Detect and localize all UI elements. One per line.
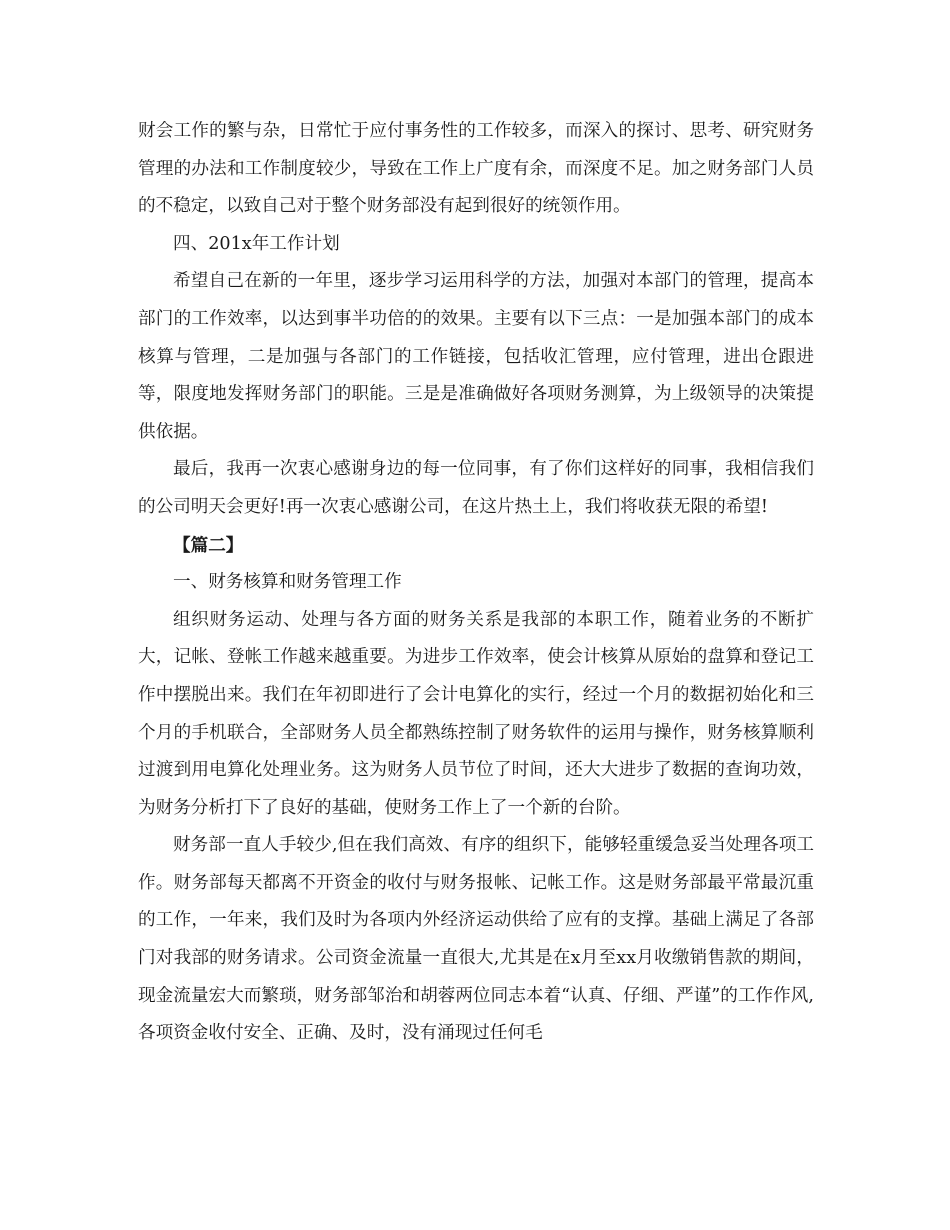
- paragraph-work-plan: 希望自己在新的一年里，逐步学习运用科学的方法，加强对本部门的管理，提高本部门的工作效率，以达到事半功倍的的效果。主要有以下三点：一是加强本部门的成本核算与管理，二是加强与各部门的工作链接，包括收汇管理，应付管理，进出仓跟进等，限度地发挥财务部门的职能。三是是准确做好各项财务测算，为上级领导的决策提供依据。: [138, 271, 814, 442]
- section-marker-part-two: 【篇二】: [173, 534, 244, 556]
- paragraph-closing-thanks: 最后，我再一次衷心感谢身边的每一位同事，有了你们这样好的同事，我相信我们的公司明天会更好!再一次衷心感谢公司，在这片热土上，我们将收获无限的希望!: [138, 459, 814, 517]
- paragraph-fund-management: 财务部一直人手较少,但在我们高效、有序的组织下，能够轻重缓急妥当处理各项工作。财务部每天都离不开资金的收付与财务报帐、记帐工作。这是财务部最平常最沉重的工作，一年来，我们及时为各项内外经济运动供给了应有的支撑。基础上满足了各部门对我部的财务请求。公司资金流量一直很大,尤其是在x月至xx月收缴销售款的期间，现金流量宏大而繁琐，财务部邹治和胡蓉两位同志本着“认真、仔细、严谨”的工作作风,各项资金收付安全、正确、及时，没有涌现过任何毛: [138, 835, 814, 1044]
- document-body: [138, 113, 814, 1053]
- paragraph-accounting-computerization: 组织财务运动、处理与各方面的财务关系是我部的本职工作，随着业务的不断扩大，记帐、登帐工作越来越重要。为进步工作效率，使会计核算从原始的盘算和登记工作中摆脱出来。我们在年初即进行了会计电算化的实行，经过一个月的数据初始化和三个月的手机联合，全部财务人员全都熟练控制了财务软件的运用与操作，财务核算顺利过渡到用电算化处理业务。这为财务人员节位了时间，还大大进步了数据的查询功效，为财务分析打下了良好的基础，使财务工作上了一个新的台阶。: [138, 609, 814, 818]
- paragraph-finance-work-complexity: 财会工作的繁与杂，日常忙于应付事务性的工作较多，而深入的探讨、思考、研究财务管理的办法和工作制度较少，导致在工作上广度有余，而深度不足。加之财务部门人员的不稳定，以致自己对于整个财务部没有起到很好的统领作用。: [138, 121, 814, 217]
- section-heading-accounting: 一、财务核算和财务管理工作: [173, 572, 402, 593]
- section-heading-work-plan: 四、201x年工作计划: [173, 233, 340, 254]
